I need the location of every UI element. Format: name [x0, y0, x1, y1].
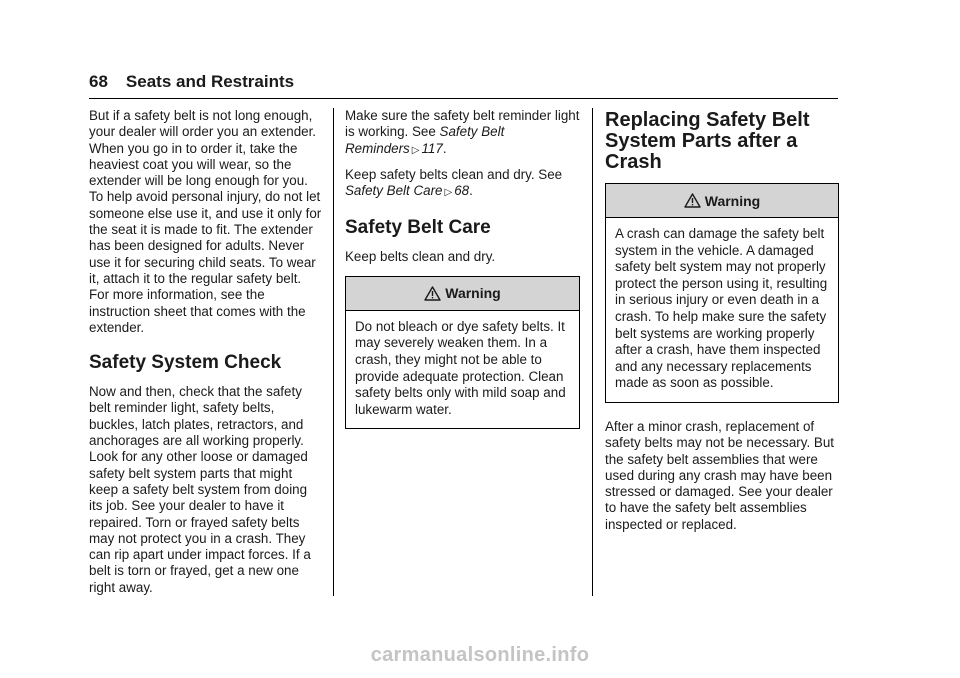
- warning-triangle-icon: [424, 286, 441, 301]
- warning-body: Do not bleach or dye safety belts. It may severely weaken them. In a crash, they might not be able to provide adequate protection. Clean safety belts only with mild soap and lukewarm water.: [355, 318, 566, 417]
- replacing-parts-heading: Replacing Safety Belt System Parts after a Crash: [605, 109, 810, 173]
- section-title: Seats and Restraints: [125, 72, 295, 91]
- column-3: [605, 108, 839, 541]
- clean-dry-paragraph: Keep safety belts clean and dry. See Safety Belt Care ▷ 68.: [345, 166, 563, 199]
- page-reference-arrow-icon: ▷: [411, 144, 420, 156]
- reminder-text: Make sure the safety belt reminder light is working. See: [345, 108, 580, 140]
- watermark: carmanualsonline.info: [370, 644, 590, 666]
- warning-title: Warning: [704, 192, 761, 209]
- warning-title: Warning: [445, 285, 501, 302]
- warning-header: [606, 184, 838, 218]
- minor-crash-paragraph: After a minor crash, replacement of safety belts may not be necessary. But the safety belt assemblies that were used during any crash may have been stressed or damaged. See your dealer to have the safety belt assemblies inspected or replaced.: [605, 418, 834, 532]
- clean-dry-text: Keep safety belts clean and dry. See: [345, 166, 563, 182]
- page-ref-117[interactable]: 117: [421, 140, 443, 156]
- safety-system-check-heading: Safety System Check: [89, 352, 282, 374]
- page-ref-68[interactable]: 68: [454, 183, 470, 199]
- reminder-paragraph: Make sure the safety belt reminder light is working. See Safety Belt Reminders ▷ 117.: [345, 108, 580, 156]
- warning-body: A crash can damage the safety belt system in the vehicle. A damaged safety belt system may not properly protect the person using it, resulting in serious injury or even death in a crash. To help make sure the safety belt systems are working properly after a crash, have them inspected and any necessary replacements made as soon as possible.: [615, 226, 828, 391]
- warning-box-crash: [605, 183, 839, 403]
- page-reference-arrow-icon: ▷: [444, 187, 453, 199]
- column-1: [89, 108, 323, 604]
- column-2: [345, 108, 580, 429]
- column-divider-1: [333, 108, 334, 596]
- safety-belt-care-link[interactable]: Safety Belt Care: [345, 183, 443, 199]
- safety-belt-care-heading: Safety Belt Care: [345, 217, 491, 239]
- safety-system-check-paragraph: Now and then, check that the safety belt reminder light, safety belts, buckles, latch plates, retractors, and anchorages are all working properly. Look for any other loose or damaged safety belt system parts that might keep a safety belt system from doing its job. See your dealer to have it repaired. Torn or frayed safety belts may not protect you in a crash. They can rip apart under impact forces. If a belt is torn or frayed, get a new one right away.: [89, 384, 311, 595]
- page-number: 68: [89, 72, 108, 91]
- safety-belt-reminders-link[interactable]: Safety Belt Reminders: [345, 124, 505, 156]
- warning-box-care: [345, 276, 580, 430]
- keep-belts-clean-paragraph: Keep belts clean and dry.: [345, 249, 496, 265]
- extender-paragraph: But if a safety belt is not long enough, your dealer will order you an extender. When you go in to order it, take the heaviest coat you will wear, so the extender will be long enough for you. To help avoid personal injury, do not let someone else use it, and use it only for the seat it is made to fit. The extender has been designed for adults. Never use it for securing child seats. To wear it, attach it to the regular safety belt. For more information, see the instruction sheet that comes with the extender.: [89, 108, 322, 335]
- warning-header: [346, 277, 579, 311]
- column-divider-2: [592, 108, 593, 596]
- header-rule: [89, 98, 838, 99]
- page-header: [89, 72, 294, 92]
- warning-triangle-icon: [684, 193, 701, 208]
